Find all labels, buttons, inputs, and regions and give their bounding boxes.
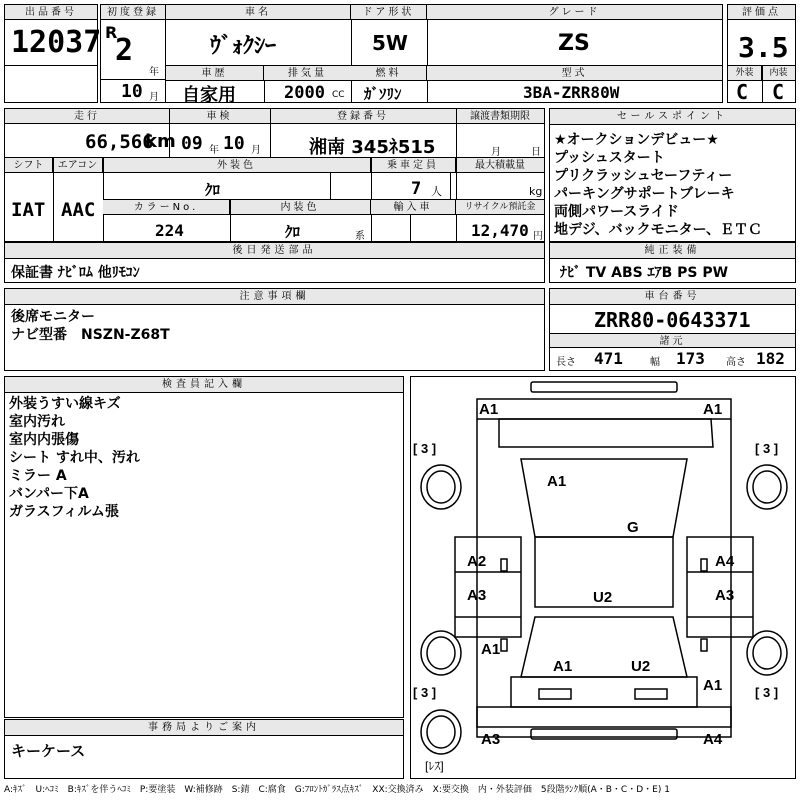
- history: 自家用: [182, 85, 236, 106]
- note-line: 後席モニター: [11, 309, 95, 325]
- ac: AAC: [61, 199, 96, 221]
- office-box: [4, 719, 404, 779]
- note-line: ナビ型番 NSZN-Z68T: [11, 327, 170, 343]
- chassis-label: 車台番号: [550, 289, 795, 305]
- load-label: 最大積載量: [456, 158, 544, 173]
- displacement-label: 排気量: [264, 66, 351, 81]
- equipment-label: 純正装備: [550, 243, 795, 259]
- recycle-fee: 12,470: [471, 221, 529, 240]
- score-label: 評価点: [728, 5, 795, 20]
- shift: IAT: [11, 199, 46, 221]
- inspector-note: ミラー A: [9, 468, 67, 484]
- later-parts: 保証書 ﾅﾋﾞﾛﾑ 他ﾘﾓｺﾝ: [11, 265, 140, 281]
- lot-label: 出品番号: [5, 5, 97, 20]
- color-label: 外装色: [103, 158, 371, 173]
- spare-tire-label: [ﾚｽ]: [425, 759, 444, 773]
- later-parts-box: [4, 242, 545, 283]
- score-box: [727, 4, 796, 103]
- equipment: ﾅﾋﾞ TV ABS ｴｱB PS PW: [560, 265, 729, 281]
- damage-mark: A1: [481, 641, 501, 658]
- exterior-grade: C: [736, 80, 749, 104]
- damage-diagram: [410, 376, 796, 779]
- exterior-label: 外装: [728, 66, 762, 81]
- sales-point: 両側パワースライド: [554, 204, 679, 220]
- car-outline: [411, 377, 797, 780]
- inspector-label: 検査員記入欄: [5, 377, 403, 393]
- sales-point: パーキングサポートブレーキ: [554, 186, 735, 202]
- inspection-month: 10: [223, 133, 245, 154]
- exterior-color: ｸﾛ: [205, 181, 221, 199]
- vehicle-details-box: 走行 車検 登録番号 譲渡書類期限 66,566 km 09 年 10 月 湘南 345ﾈ515 月 日 シフト エアコン 外装色 乗車定員 最大積載量 IAT AAC ｸﾛ 7 人 kg カラーNo. 内装色 輸入車 リサイクル預託金 224 ｸﾛ 系 12,470 円: [4, 108, 545, 242]
- interior-label: 内装: [762, 66, 795, 81]
- colorno-label: カラーNo.: [103, 200, 230, 215]
- legend: A:ｷｽﾞ U:ﾍｺﾐ B:ｷｽﾞを伴うﾍｺﾐ P:要塗装 W:補修跡 S:錆 C:腐食 G:ﾌﾛﾝﾄｶﾞﾗｽ点ｷｽﾞ XX:交換済み X:要交換 内・外装評価 5段階ﾗﾝｸ順(A・B・C・D・E) 1: [4, 785, 670, 795]
- inspector-note: ガラスフィルム張: [9, 504, 119, 520]
- recycle-label: リサイクル預託金: [456, 200, 544, 215]
- notes-box: [4, 288, 545, 371]
- inspector-box: [4, 376, 404, 718]
- damage-mark: A1: [703, 677, 723, 694]
- sales-point: プリクラッシュセーフティー: [554, 168, 733, 184]
- damage-mark: A3: [481, 731, 501, 748]
- chassis-number: ZRR80-0643371: [594, 308, 751, 332]
- inspector-note: 外装うすい線キズ: [9, 396, 121, 412]
- specs-label: 諸元: [550, 333, 795, 348]
- damage-mark: A1: [553, 658, 573, 675]
- reg-year: 2: [115, 33, 134, 68]
- inspector-note: シート すれ中、汚れ: [9, 450, 140, 466]
- fuel: ｶﾞｿﾘﾝ: [364, 85, 402, 103]
- model-label: 型式: [427, 66, 722, 81]
- sales-point: ★オークションデビュー★: [554, 132, 719, 148]
- lot-box: [4, 4, 102, 103]
- history-label: 車歴: [166, 66, 264, 81]
- reg-month: 10: [121, 81, 143, 102]
- ac-label: エアコン: [53, 158, 103, 173]
- inspector-note: 室内汚れ: [9, 414, 65, 430]
- transfer-label: 譲渡書類期限: [456, 109, 544, 124]
- score: 3.5: [738, 31, 789, 64]
- grade-label: グレード: [427, 5, 722, 20]
- inspector-note: 室内内張傷: [9, 432, 79, 448]
- damage-mark: A3: [467, 587, 487, 604]
- mileage: 66,566: [85, 131, 154, 153]
- spec-width: 173: [676, 349, 705, 368]
- damage-mark: A4: [703, 731, 723, 748]
- spec-height: 182: [756, 349, 785, 368]
- inspector-note: バンパー下A: [9, 486, 89, 502]
- car-info-box: 車名 ｳﾞｫｸｼｰ ドア形状 5W グレード ZS 車歴 自家用 排気量 2000 CC 燃料 ｶﾞｿﾘﾝ 型式 3BA-ZRR80W: [165, 4, 723, 103]
- car-name: ｳﾞｫｸｼｰ: [210, 34, 277, 59]
- tire-mark: [ 3 ]: [755, 441, 779, 456]
- equipment-box: [549, 242, 796, 283]
- tire-mark: [ 3 ]: [755, 685, 779, 700]
- door-label: ドア形状: [351, 5, 427, 20]
- damage-mark: A1: [479, 401, 499, 418]
- damage-mark: A4: [715, 553, 735, 570]
- damage-mark: A1: [703, 401, 723, 418]
- damage-mark: A3: [715, 587, 735, 604]
- door-type: 5W: [372, 31, 408, 55]
- interior-grade: C: [772, 80, 785, 104]
- reg-label: 初度登録: [101, 5, 165, 20]
- displacement: 2000: [284, 83, 325, 103]
- sales-point: プッシュスタート: [554, 150, 665, 166]
- spec-length: 471: [594, 349, 623, 368]
- inspection-year: 09: [181, 133, 203, 154]
- plate-number: 湘南 345ﾈ515: [309, 137, 436, 158]
- tire-mark: [ 3 ]: [413, 441, 437, 456]
- tire-mark: [ 3 ]: [413, 685, 437, 700]
- office-label: 事務局よりご案内: [5, 720, 403, 736]
- mileage-label: 走行: [5, 109, 169, 124]
- sales-points-box: [549, 108, 796, 242]
- intcolor-label: 内装色: [230, 200, 371, 215]
- inspection-label: 車検: [169, 109, 270, 124]
- grade: ZS: [558, 31, 590, 56]
- damage-mark: A1: [547, 473, 567, 490]
- sales-points-label: セールスポイント: [550, 109, 795, 125]
- plate-label: 登録番号: [270, 109, 456, 124]
- damage-mark: U2: [631, 658, 651, 675]
- import-label: 輸入車: [371, 200, 456, 215]
- fuel-label: 燃料: [351, 66, 427, 81]
- sales-point: 地デジ、バックモニター、ＥＴＣ: [554, 222, 763, 238]
- model-code: 3BA-ZRR80W: [523, 83, 620, 102]
- color-number: 224: [155, 221, 184, 240]
- damage-mark: G: [627, 519, 639, 536]
- interior-color: ｸﾛ: [285, 223, 301, 241]
- era: R: [105, 23, 118, 42]
- car-name-label: 車名: [166, 5, 351, 20]
- capacity-label: 乗車定員: [371, 158, 456, 173]
- later-parts-label: 後日発送部品: [5, 243, 544, 259]
- damage-mark: A2: [467, 553, 487, 570]
- capacity: 7: [411, 179, 422, 199]
- office-note: キーケース: [11, 742, 86, 760]
- shift-label: シフト: [5, 158, 53, 173]
- chassis-box: 車台番号 ZRR80-0643371 諸元 長さ 471 幅 173 高さ 182: [549, 288, 796, 371]
- registration-box: 初度登録 R 2 年 10 月: [100, 4, 166, 103]
- lot-number: 12037: [11, 25, 102, 60]
- notes-label: 注意事項欄: [5, 289, 544, 305]
- damage-mark: U2: [593, 589, 613, 606]
